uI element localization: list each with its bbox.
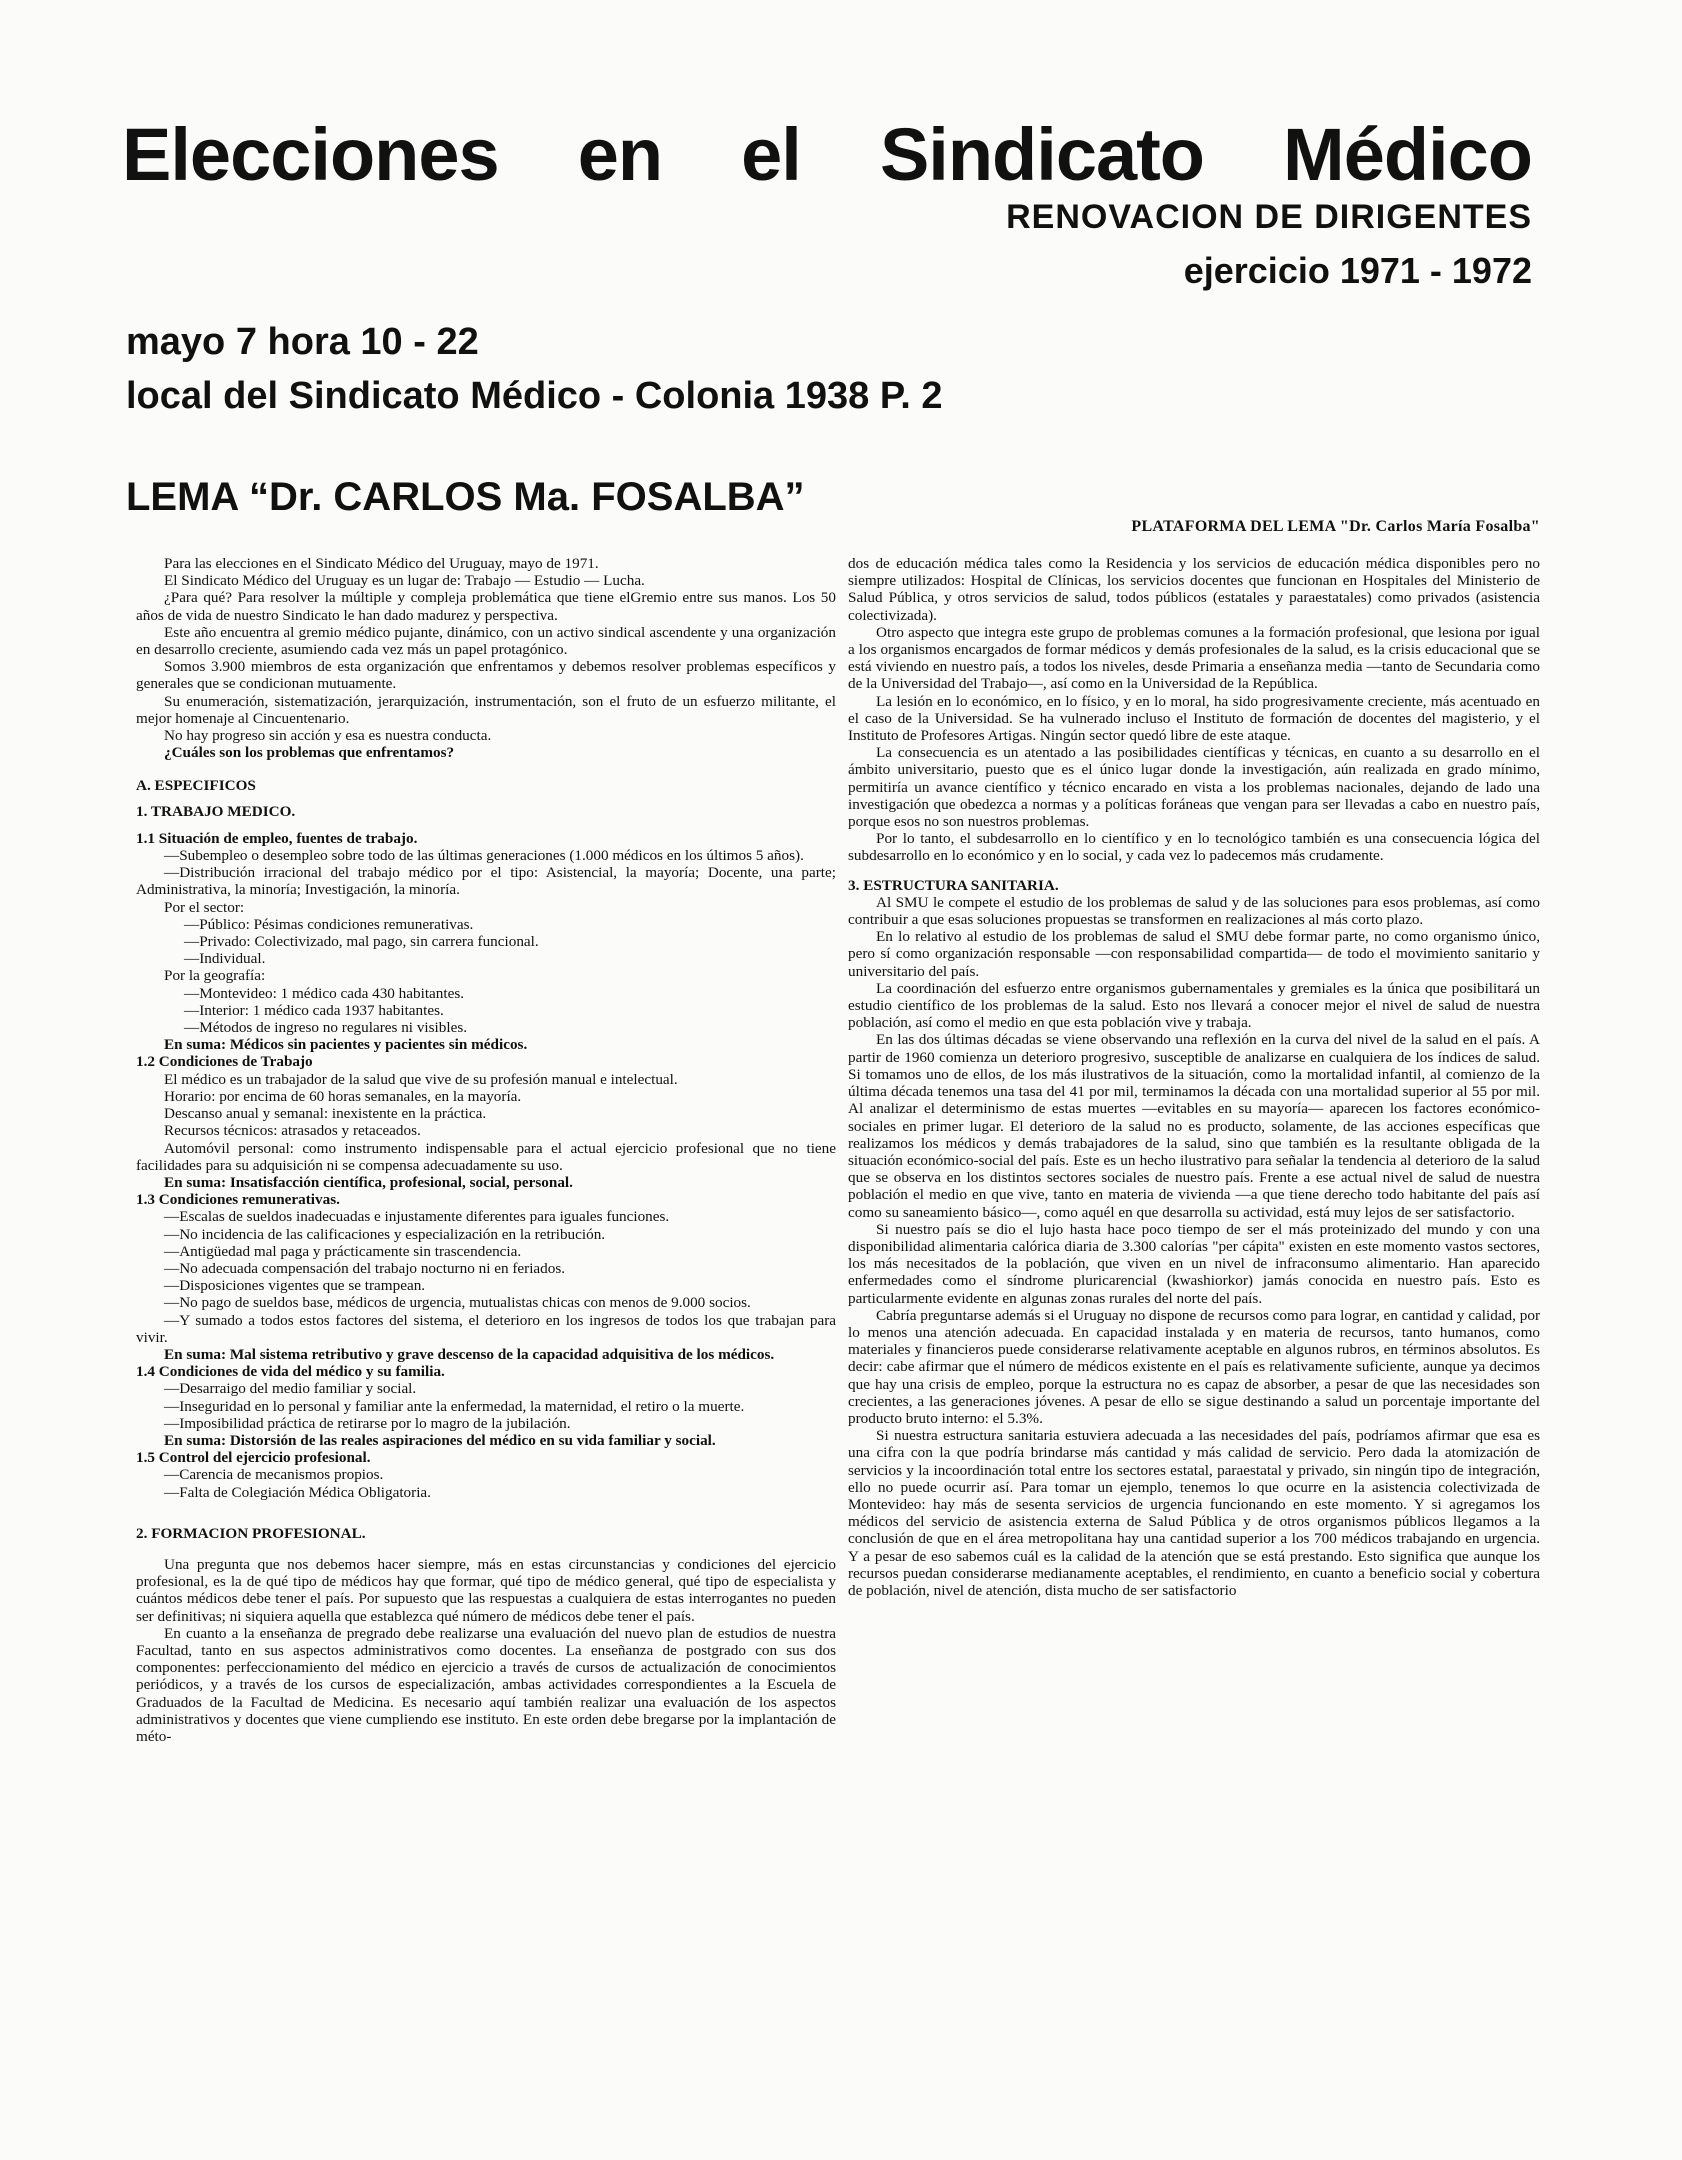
period: ejercicio 1971 - 1972 <box>1183 250 1532 291</box>
platform-title: PLATAFORMA DEL LEMA "Dr. Carlos María Fosalba" <box>1131 518 1540 535</box>
paragraph: Descanso anual y semanal: inexistente en la práctica. <box>164 1105 487 1123</box>
paragraph: dos de educación médica tales como la Residencia y los servicios de educación médica disponibles pero no siempre utilizados: Hospital de Clínicas, los servicios docentes que funcionan en Hospitales del Ministerio de Salud Pública, y otros servicios de salud, todos públicos (estatales y paraestatales) como privados (asistencia colectivizada). <box>848 555 1540 624</box>
lema-title: LEMA “Dr. CARLOS Ma. FOSALBA” <box>126 475 805 519</box>
paragraph: Cabría preguntarse además si el Uruguay no dispone de recursos como para lograr, en cantidad y calidad, por lo menos una atención adecuada. En capacidad instalada y en materia de recursos, tanto humanos, como materiales y financieros puede considerarse relativamente aceptable en algunos rubros, en términos absolutos. Es decir: cabe afirmar que el número de médicos existente en el país es relativamente suficiente, aunque ya decimos que hay una crisis de empleo, porque la estructura no es capaz de absorber, a pesar de que las necesidades son crecientes, a las generaciones jóvenes. A pesar de ello se sigue destinando a salud un porcentaje importante del producto bruto interno: el 5.3%. <box>848 1306 1540 1427</box>
subsection-heading: 1.4 Condiciones de vida del médico y su familia. <box>136 1363 445 1381</box>
left-column <box>136 555 836 1745</box>
paragraph: Si nuestra estructura sanitaria estuviera adecuada a las necesidades del país, podríamos afirmar que esa es una cifra con la que podría brindarse más cantidad y más calidad de servicio. Pero dada la atomización de servicios y la incoordinación total entre los sectores estatal, paraestatal y privado, sin ningún tipo de integración, ello no puede ocurrir así. Para tomar un ejemplo, tenemos lo que ocurre en la asistencia colectivizada de Montevideo: hay más de sesenta servicios de urgencia funcionando en este momento. Y si agregamos los médicos del servicio de asistencia externa de Salud Pública y de otros organismos públicos llegamos a la conclusión de que en el área metropolitana hay una cantidad superior a los 700 médicos trabajando en urgencia. Y a pesar de eso sabemos cuál es la calidad de la atención que se está prestando. Esto significa que aunque los recursos puedan considerarse medianamente aceptables, el rendimiento, en cuanto a beneficio social y cobertura de población, nivel de atención, dista mucho de ser satisfactorio <box>848 1427 1540 1599</box>
paragraph: En lo relativo al estudio de los problemas de salud el SMU debe formar parte, no como organismo único, pero sí como organización responsable —con responsabilidad compartida— de todo el movimiento sanitario y universitario del país. <box>848 928 1540 980</box>
paragraph: ¿Cuáles son los problemas que enfrentamos? <box>164 744 455 762</box>
election-dateline <box>126 315 943 423</box>
section-heading: 1. TRABAJO MEDICO. <box>136 802 296 820</box>
section-heading: A. ESPECIFICOS <box>136 777 256 795</box>
subsection-heading: 1.5 Control del ejercicio profesional. <box>136 1449 371 1467</box>
summary-line: En suma: Mal sistema retributivo y grave descenso de la capacidad adquisitiva de los médicos. <box>164 1345 775 1363</box>
paragraph: La lesión en lo económico, en lo físico, y en lo moral, ha sido progresivamente creciente, más acentuado en el caso de la Universidad. Se ha vulnerado incluso el Instituto de formación de docentes del magisterio, y el Instituto de Profesores Artigas. Ningún sector quedó libre de este ataque. <box>848 692 1540 745</box>
paragraph: Automóvil personal: como instrumento indispensable para el actual ejercicio profesional que no tiene facilidades para su adquisición ni se compensa adecuadamente su uso. <box>136 1139 836 1174</box>
list-item: —Y sumado a todos estos factores del sistema, el deterioro en los ingresos de todos los que trabajan para vivir. <box>136 1311 836 1346</box>
paragraph: ¿Para qué? Para resolver la múltiple y compleja problemática que tiene elGremio entre sus manos. Los 50 años de vida de nuestro Sindicato le han dado madurez y perspectiva. <box>136 589 836 624</box>
paragraph: Horario: por encima de 60 horas semanales, en la mayoría. <box>164 1087 522 1105</box>
list-item: —Métodos de ingreso no regulares ni visibles. <box>184 1019 468 1037</box>
subsection-heading: 1.1 Situación de empleo, fuentes de trabajo. <box>136 829 418 847</box>
subsection-heading: 1.2 Condiciones de Trabajo <box>136 1053 313 1071</box>
paragraph: En las dos últimas décadas se viene observando una reflexión en la curva del nivel de la salud en el país. A partir de 1960 comienza un deterioro progresivo, susceptible de analizarse en cualquiera de los índices de salud. Si tomamos uno de ellos, de los más ilustrativos de la situación, como la mortalidad infantil, al comienzo de la última década tenemos una tasa del 41 por mil, terminamos la década con una mortalidad superior al 55 por mil. Al analizar el determinismo de estas muertes —evitables en su mayoría— aparecen los factores económico-sociales en primer lugar. El deterioro de la salud no es producto, solamente, de las acciones específicas que realizamos los médicos y demás trabajadores de la salud, sino que también es la resultante obligada de la situación económico-social del país. Este es un hecho ilustrativo para señalar la tendencia al deterioro de la salud que se observa en los distintos sectores sociales de nuestro país. Frente a ese actual nivel de salud de nuestra población el medio en que vive, tanto en materia de vivienda —a que tiene derecho todo habitante del país así como su saneamiento básico—, como aquél en que desarrolla su actividad, está muy lejos de ser satisfactorio. <box>848 1031 1540 1221</box>
summary-line: En suma: Distorsión de las reales aspiraciones del médico en su vida familiar y social. <box>164 1431 716 1449</box>
list-item: —Público: Pésimas condiciones remunerativas. <box>184 915 474 933</box>
summary-line: En suma: Insatisfacción científica, profesional, social, personal. <box>164 1173 573 1191</box>
list-item: —Distribución irracional del trabajo médico por el tipo: Asistencial, la mayoría; Docente, una parte; Administrativa, la minoría; Investigación, la minoría. <box>136 864 836 899</box>
headline <box>122 113 1532 196</box>
paragraph: Para las elecciones en el Sindicato Médico del Uruguay, mayo de 1971. <box>164 555 599 572</box>
subsection-heading: 1.3 Condiciones remunerativas. <box>136 1191 340 1209</box>
paragraph: En cuanto a la enseñanza de pregrado debe realizarse una evaluación del nuevo plan de estudios de nuestra Facultad, tanto en sus aspectos administrativos como docentes. La enseñanza de postgrado con sus dos componentes: perfeccionamiento del médico en ejercicio a través de cursos de actualización de conocimientos periódicos, y a través de los cursos de especialización, ambas actividades correspondientes a la Escuela de Graduados de la Facultad de Medicina. Es necesario aquí también realizar una evaluación de los aspectos administrativos y docentes que viene cumpliendo ese instituto. En este orden debe bregarse por la implantación de méto- <box>136 1624 836 1745</box>
list-item: —Falta de Colegiación Médica Obligatoria. <box>164 1483 431 1501</box>
paragraph: Somos 3.900 miembros de esta organización que enfrentamos y debemos resolver problemas específicos y generales que se condicionan mutuamente. <box>136 658 836 693</box>
paragraph: Su enumeración, sistematización, jerarquización, instrumentación, son el fruto de un esfuerzo militante, el mejor homenaje al Cincuentenario. <box>136 692 836 727</box>
paragraph: Otro aspecto que integra este grupo de problemas comunes a la formación profesional, que lesiona por igual a los organismos encargados de formar médicos y demás profesionales de la salud, es la crisis educacional que se está viviendo en nuestro país, a todos los niveles, desde Primaria a enseñanza media —tanto de Secundaria como de la Universidad del Trabajo—, así como en la Universidad de la República. <box>848 623 1540 693</box>
list-item: —No incidencia de las calificaciones y especialización en la retribución. <box>164 1225 606 1243</box>
summary-line: En suma: Médicos sin pacientes y pacientes sin médicos. <box>164 1036 528 1054</box>
list-item: —Desarraigo del medio familiar y social. <box>164 1380 417 1398</box>
paragraph: Al SMU le compete el estudio de los problemas de salud y de las soluciones para esos problemas, así como contribuir a que esas soluciones propuestas se transformen en realizaciones al más corto plazo. <box>848 893 1540 929</box>
list-item: —Disposiciones vigentes que se trampean. <box>164 1277 426 1295</box>
list-item: —Antigüedad mal paga y prácticamente sin trascendencia. <box>164 1242 522 1260</box>
paragraph: Una pregunta que nos debemos hacer siempre, más en estas circunstancias y condiciones del ejercicio profesional, es la de qué tipo de médicos hay que formar, qué tipo de médico general, qué tipo de especialista y cuántos médicos debe tener el país. Por supuesto que las respuestas a cualquiera de estas interrogantes no pueden ser definitivas; ni siquiera aquella que establezca qué número de médicos debe tener el país. <box>136 1555 836 1625</box>
date-line: mayo 7 hora 10 - 22 <box>126 321 479 363</box>
headline-word: en <box>577 113 663 196</box>
list-item: —Inseguridad en lo personal y familiar ante la enfermedad, la maternidad, el retiro o la muerte. <box>164 1397 745 1415</box>
list-item: —No pago de sueldos base, médicos de urgencia, mutualistas chicas con menos de 9.000 socios. <box>164 1294 751 1312</box>
list-item: —Escalas de sueldos inadecuadas e injustamente diferentes para iguales funciones. <box>164 1208 670 1226</box>
paragraph: La consecuencia es un atentado a las posibilidades científicas y técnicas, en cuanto a su desarrollo en el ámbito universitario, puesto que es el único lugar donde la investigación, aún realizada en grado mínimo, permitiría un avance científico y técnico encarado en vista a los problemas nacionales, dejando de lado una investigación que obedezca a normas y a políticas foráneas que vengan para ser llevadas a cabo en nuestro país, porque esos no son nuestros problemas. <box>848 744 1540 831</box>
headline-word: el <box>741 113 801 196</box>
section-heading: 3. ESTRUCTURA SANITARIA. <box>848 876 1059 894</box>
list-item: Por el sector: <box>164 898 245 916</box>
paragraph: Si nuestro país se dio el lujo hasta hace poco tiempo de ser el más proteinizado del mundo y con una disponibilidad alimentaria calórica diaria de 3.300 calorías "per cápita" existen en este momento vastos sectores, los más necesitados de la población, que viven en un nivel de infraconsumo alimentario. Han aparecido enfermedades como el síndrome pluricarencial (kwashiorkor) jamás conocida en nuestro país. Esto es particularmente evidente en algunas zonas rurales del norte del país. <box>848 1220 1540 1307</box>
list-item: —Subempleo o desempleo sobre todo de las últimas generaciones (1.000 médicos en los últimos 5 años). <box>164 847 804 865</box>
paragraph: Este año encuentra al gremio médico pujante, dinámico, con un activo sindical ascendente y una organización en desarrollo creciente, asumiendo cada vez más un papel protagónico. <box>136 623 836 659</box>
right-column <box>848 555 1540 1599</box>
paragraph: El médico es un trabajador de la salud que vive de su profesión manual e intelectual. <box>164 1070 678 1088</box>
paragraph: No hay progreso sin acción y esa es nuestra conducta. <box>164 727 492 745</box>
paragraph: Recursos técnicos: atrasados y retaceados. <box>164 1122 421 1140</box>
list-item: —Imposibilidad práctica de retirarse por lo magro de la jubilación. <box>164 1414 571 1432</box>
list-item: —No adecuada compensación del trabajo nocturno ni en feriados. <box>164 1259 566 1277</box>
headline-word: Médico <box>1283 113 1532 196</box>
location-line: local del Sindicato Médico - Colonia 1938 P. 2 <box>126 375 943 417</box>
section-heading: 2. FORMACION PROFESIONAL. <box>136 1524 366 1542</box>
list-item: —Interior: 1 médico cada 1937 habitantes. <box>184 1001 444 1019</box>
subtitle: RENOVACION DE DIRIGENTES <box>1006 198 1532 236</box>
list-item: —Privado: Colectivizado, mal pago, sin carrera funcional. <box>184 933 539 951</box>
paragraph: La coordinación del esfuerzo entre organismos gubernamentales y gremiales es la única que posibilitará un estudio científico de los problemas de la salud. Esto nos llevará a conocer mejor el nivel de salud de nuestra población, así como el medio en que esta población vive y trabaja. <box>848 979 1540 1032</box>
paragraph: El Sindicato Médico del Uruguay es un lugar de: Trabajo — Estudio — Lucha. <box>164 572 645 590</box>
list-item: —Individual. <box>184 950 266 968</box>
list-item: —Carencia de mecanismos propios. <box>164 1466 384 1484</box>
list-item: —Montevideo: 1 médico cada 430 habitantes. <box>184 984 465 1002</box>
headline-word: Sindicato <box>879 113 1204 196</box>
list-item: Por la geografía: <box>164 967 266 985</box>
headline-word: Elecciones <box>122 113 499 196</box>
paragraph: Por lo tanto, el subdesarrollo en lo científico y en lo tecnológico también es una consecuencia lógica del subdesarrollo en lo económico y en lo social, y cada vez lo padecemos más crudamente. <box>848 830 1540 865</box>
